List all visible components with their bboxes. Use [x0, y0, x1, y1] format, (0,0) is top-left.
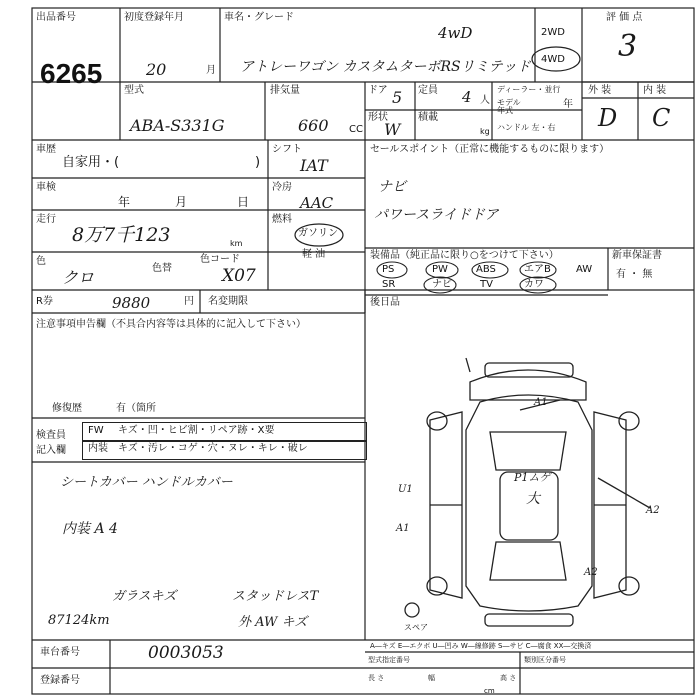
note-5: 87124km	[48, 613, 110, 628]
mark-a1-left: A1	[396, 523, 410, 534]
first-reg-label: 初度登録年月	[124, 12, 184, 23]
designated-no: 型式指定番号	[368, 656, 410, 664]
ext-label: 外 装	[588, 85, 612, 96]
mark-u1-left: U1	[398, 484, 413, 495]
note-1: シートカバー ハンドルカバー	[60, 475, 233, 490]
equipment-label: 装備品（純正品に限り○をつけて下さい）	[370, 250, 559, 261]
car-name: アトレーワゴン カスタムターボRSリミテッド	[240, 59, 531, 75]
mark-a2-right: A2	[584, 567, 598, 578]
int-label: 内 装	[643, 85, 667, 96]
int-grade: C	[652, 104, 671, 132]
sales-1: ナビ	[378, 179, 406, 195]
eq-pw: PW	[432, 264, 448, 275]
mark-large: 大	[526, 491, 540, 507]
persons-unit: 人	[480, 95, 490, 106]
fuel-gas: ガソリン	[298, 228, 338, 239]
use-label: 車歴	[36, 144, 56, 155]
displacement: 660	[298, 116, 329, 135]
interior-text: キズ・汚レ・コゲ・穴・ヌレ・キレ・破レ	[118, 443, 308, 454]
model-year-label: モデル 年式	[497, 98, 521, 115]
r-value: 9880	[112, 294, 151, 312]
sales-2: パワースライドドア	[374, 207, 499, 223]
later-label: 後日品	[370, 297, 400, 308]
dealer-label: ディーラー・並行	[497, 85, 561, 94]
insp-month: 月	[175, 195, 188, 209]
mark-p1: P1ムゲ	[514, 471, 551, 484]
reg-label: 登録番号	[40, 675, 80, 686]
mark-a1-top: A1	[534, 397, 548, 408]
eq-airbag: エアB	[524, 264, 551, 275]
notes-label: 注意事項申告欄（不具合内容等は具体的に記入して下さい）	[36, 319, 306, 330]
score: 3	[618, 29, 638, 64]
shape-label: 形状	[368, 112, 388, 123]
interior-label: 内装	[88, 443, 108, 454]
category-no: 類別区分番号	[524, 656, 566, 664]
eq-ps: PS	[382, 264, 395, 275]
lot-no-label: 出品番号	[36, 12, 76, 23]
kg-unit: kg	[480, 127, 490, 136]
handle-label: ハンドル 左・右	[497, 123, 556, 132]
warranty-value: 有 ・ 無	[616, 269, 653, 280]
model: ABA-S331G	[130, 116, 225, 135]
inspection-label: 車検	[36, 182, 56, 193]
capacity: 4	[462, 88, 472, 106]
fuel-label: 燃料	[272, 214, 292, 225]
mileage: 8万7千123	[72, 224, 171, 246]
eq-leather: カワ	[524, 279, 544, 290]
eq-tv: TV	[480, 279, 493, 290]
doors: 5	[392, 88, 403, 107]
color-code: X07	[222, 266, 256, 286]
drive-note: 4wD	[438, 24, 473, 42]
cc-unit: CC	[349, 124, 363, 135]
eq-navi: ナビ	[432, 279, 452, 290]
color-change-label: 色替	[152, 263, 172, 274]
note-6: 外 AW キズ	[238, 615, 308, 630]
length-label: 長 さ	[368, 674, 385, 682]
cm-unit: cm	[484, 687, 495, 695]
note-3: ガラスキズ	[112, 589, 177, 604]
repair-label: 修復歴	[52, 403, 82, 414]
car-name-label: 車名・グレード	[224, 12, 294, 23]
first-reg-year: 20	[146, 60, 167, 79]
warranty-label: 新車保証書	[612, 250, 662, 261]
color-code-label: 色コード	[200, 254, 240, 265]
use-close: )	[255, 155, 261, 170]
name-change-label: 名変期限	[208, 296, 248, 307]
lot-no: 6265	[40, 58, 103, 89]
width-label: 幅	[428, 674, 435, 682]
ac-label: 冷房	[272, 182, 292, 193]
doors-label: ドア	[368, 85, 388, 96]
spare-label: スペア	[404, 623, 428, 632]
wd4: 4WD	[541, 54, 565, 65]
eq-aw: AW	[576, 264, 593, 275]
wd2: 2WD	[541, 27, 565, 38]
insp-day: 日	[237, 195, 250, 209]
displacement-label: 排気量	[270, 85, 300, 96]
fuel-diesel: 軽 油	[302, 249, 326, 260]
shift-value: IAT	[300, 156, 328, 175]
month-unit: 月	[206, 65, 216, 76]
note-4: スタッドレスT	[232, 589, 319, 604]
fw-text: キズ・凹・ヒビ割・リペア跡・X要	[118, 425, 275, 436]
capacity-label: 定員	[418, 85, 438, 96]
color-label: 色	[36, 256, 46, 267]
chassis-value: 0003053	[148, 643, 224, 663]
eq-sr: SR	[382, 279, 396, 290]
sales-label: セールスポイント（正常に機能するものに限ります）	[370, 144, 610, 155]
r-label: R券	[36, 296, 53, 307]
ac-value: AAC	[300, 194, 334, 212]
shape: W	[384, 120, 401, 139]
color-value: クロ	[62, 268, 95, 287]
score-label: 評 価 点	[606, 12, 643, 23]
shift-label: シフト	[272, 144, 302, 155]
ext-grade: D	[598, 104, 618, 132]
model-label: 型式	[124, 85, 144, 96]
repair-value: 有（箇所	[116, 403, 156, 414]
legend: A―キズ E―エクボ U―凹み W―線修跡 S―サビ C―腐食 XX―交換済	[370, 642, 592, 650]
mileage-label: 走行	[36, 214, 56, 225]
chassis-label: 車台番号	[40, 647, 80, 658]
yen-unit: 円	[184, 296, 194, 307]
fw-label: FW	[88, 425, 104, 436]
load-label: 積載	[418, 112, 438, 123]
insp-year: 年	[118, 195, 131, 209]
use-value: 自家用・(	[62, 155, 120, 170]
year-unit: 年	[563, 99, 573, 110]
note-2: 内装 A 4	[62, 521, 118, 537]
km-unit: km	[230, 239, 243, 248]
height-label: 高 さ	[500, 674, 517, 682]
inspector-label: 検査員 記入欄	[36, 430, 66, 456]
mark-a2-far: A2	[646, 505, 660, 516]
eq-abs: ABS	[476, 264, 496, 275]
